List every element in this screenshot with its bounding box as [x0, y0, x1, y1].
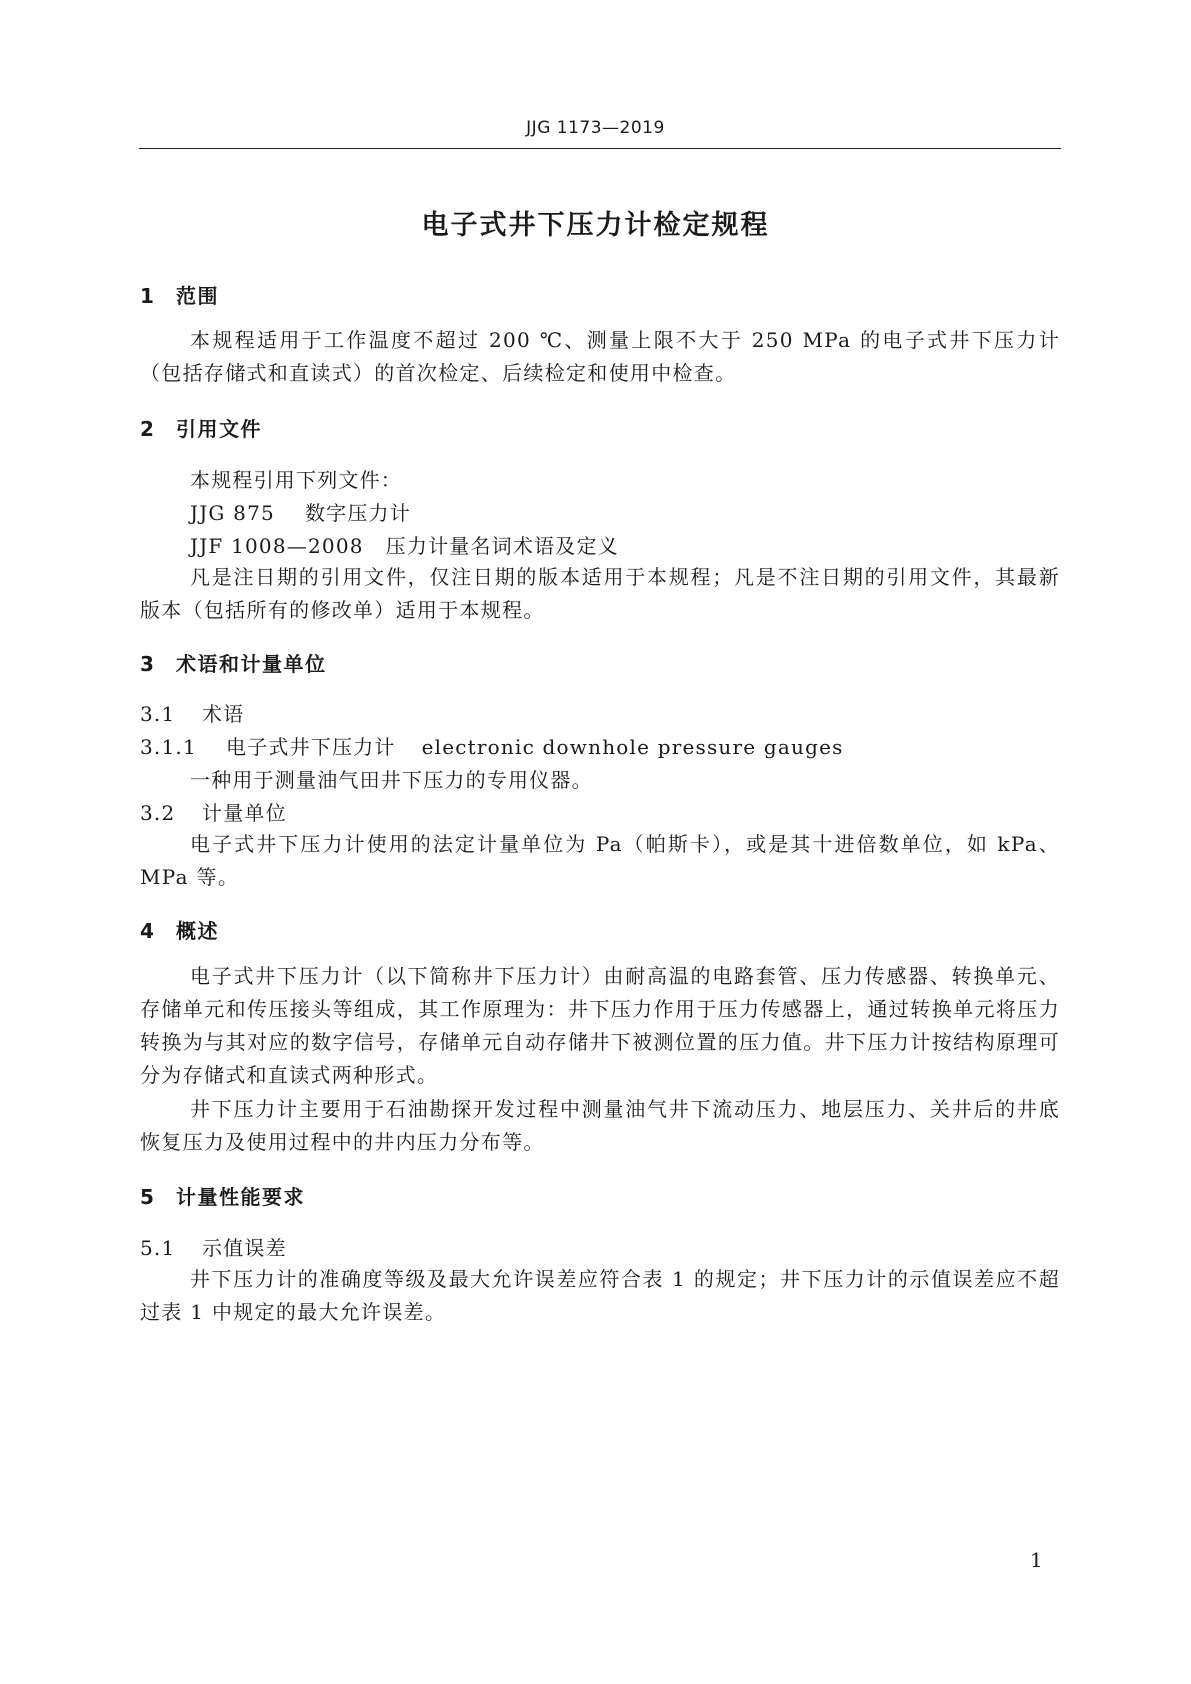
page-number: 1 [1030, 1548, 1043, 1572]
section-title: 概述 [176, 919, 219, 943]
subsection-number: 3.2 [140, 801, 176, 825]
term-definition: 一种用于测量油气田井下压力的专用仪器。 [190, 768, 593, 792]
term-3-1-1-heading [140, 731, 844, 760]
subsection-title: 术语 [202, 702, 245, 726]
subsection-3-2-paragraph: 电子式井下压力计使用的法定计量单位为 Pa（帕斯卡），或是其十进倍数单位，如 kPa、MPa 等。 [140, 832, 1060, 889]
reference-code: JJF 1008—2008 [190, 534, 364, 558]
reference-item [190, 530, 619, 559]
subsection-title: 计量单位 [202, 801, 287, 825]
section-title: 范围 [176, 284, 219, 308]
subsection-number: 5.1 [140, 1236, 176, 1260]
section-1-paragraph: 本规程适用于工作温度不超过 200 ℃、测量上限不大于 250 MPa 的电子式井下压力计（包括存储式和直读式）的首次检定、后续检定和使用中检查。 [140, 328, 1060, 385]
section-2-paragraph: 凡是注日期的引用文件，仅注日期的版本适用于本规程；凡是不注日期的引用文件，其最新版本（包括所有的修改单）适用于本规程。 [140, 565, 1060, 622]
section-title: 计量性能要求 [176, 1185, 305, 1209]
subsection-number: 3.1 [140, 702, 176, 726]
section-2-intro: 本规程引用下列文件： [190, 468, 402, 492]
section-2-heading [140, 413, 262, 442]
document-code-header: JJG 1173—2019 [526, 118, 665, 138]
reference-name: 压力计量名词术语及定义 [385, 534, 619, 558]
reference-code: JJG 875 [190, 501, 275, 525]
subsection-5-1-paragraph: 井下压力计的准确度等级及最大允许误差应符合表 1 的规定；井下压力计的示值误差应不超过表 1 中规定的最大允许误差。 [140, 1267, 1060, 1324]
term-name: 电子式井下压力计 [226, 735, 396, 759]
section-4-paragraph-2: 井下压力计主要用于石油勘探开发过程中测量油气井下流动压力、地层压力、关井后的井底恢复压力及使用过程中的井内压力分布等。 [140, 1097, 1060, 1154]
section-title: 引用文件 [176, 417, 262, 441]
header-rule [139, 148, 1061, 149]
section-3-heading [140, 648, 327, 677]
page-title: 电子式井下压力计检定规程 [421, 210, 770, 241]
section-1-heading [140, 280, 219, 309]
section-number: 4 [140, 919, 156, 943]
subsection-title: 示值误差 [202, 1236, 287, 1260]
section-number: 5 [140, 1185, 156, 1209]
section-title: 术语和计量单位 [176, 652, 327, 676]
subsection-5-1-heading [140, 1232, 287, 1261]
subsection-3-1-heading [140, 698, 244, 727]
subsection-3-2-heading [140, 797, 287, 826]
section-number: 2 [140, 417, 156, 441]
section-number: 3 [140, 652, 156, 676]
reference-name: 数字压力计 [304, 501, 411, 525]
section-number: 1 [140, 284, 156, 308]
section-4-heading [140, 915, 219, 944]
term-english: electronic downhole pressure gauges [421, 735, 844, 759]
section-4-paragraph-1: 电子式井下压力计（以下简称井下压力计）由耐高温的电路套管、压力传感器、转换单元、存储单元和传压接头等组成，其工作原理为：井下压力作用于压力传感器上，通过转换单元将压力转换为与其对应的数字信号，存储单元自动存储井下被测位置的压力值。井下压力计按结构原理可分为存储式和直读式两种形式。 [140, 964, 1060, 1087]
section-5-heading [140, 1181, 305, 1210]
subsection-number: 3.1.1 [140, 735, 197, 759]
reference-item [190, 497, 411, 526]
